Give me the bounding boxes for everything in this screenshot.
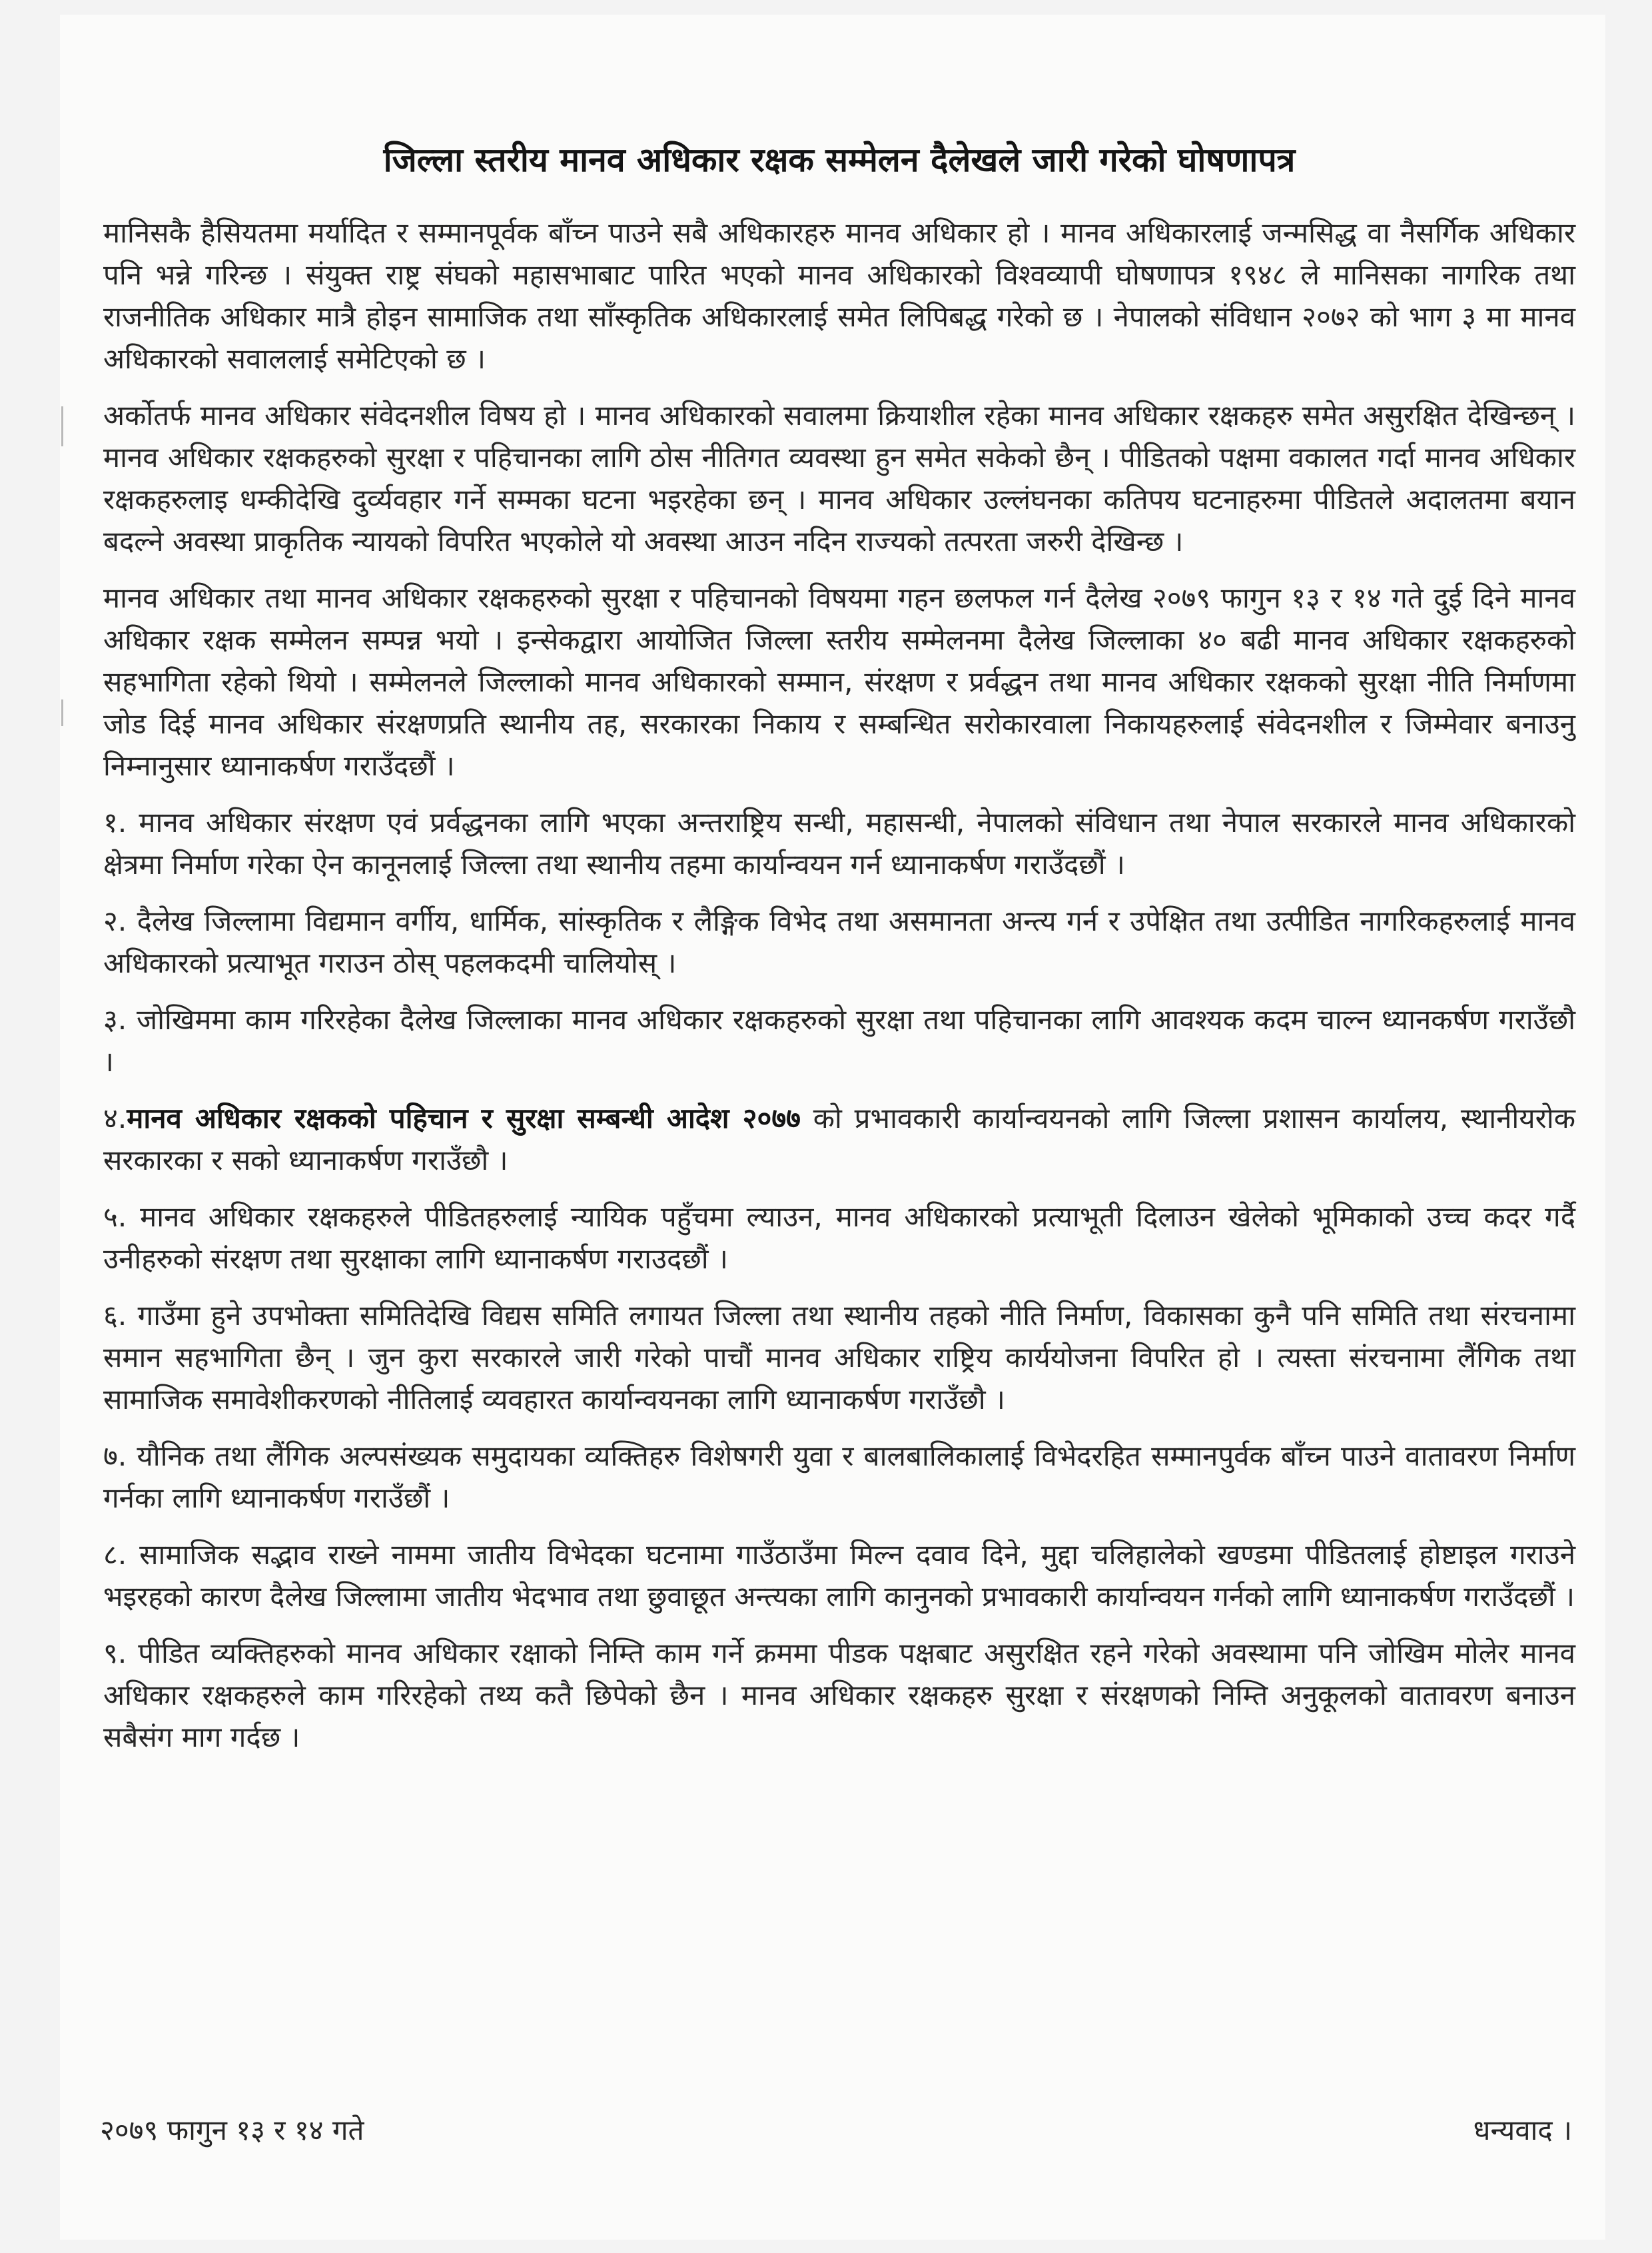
demand-item-2: २. दैलेख जिल्लामा विद्यमान वर्गीय, धार्मिक, सांस्कृतिक र लैङ्गिक विभेद तथा असमानता अन्त्य गर्न र उपेक्षित तथा उत्पीडित नागरिकहरुलाई मानव अधिकारको प्रत्याभूत गराउन ठोस् पहलकदमी चालियोस् । [103,905,1575,979]
demand-item-4-prefix: ४. [103,1102,127,1134]
demand-item-9: ९. पीडित व्यक्तिहरुको मानव अधिकार रक्षाको निम्ति काम गर्ने क्रममा पीडक पक्षबाट असुरक्षित रहने गरेको अवस्थामा पनि जोखिम मोलेर मानव अधिकार रक्षकहरुले काम गरिरहेको तथ्य कतै छिपेको छैन । मानव अधिकार रक्षकहरु सुरक्षा र संरक्षणको निम्ति अनुकूलको वातावरण बनाउन सबैसंग माग गर्दछ । [103,1637,1575,1753]
demand-item-8: ८. सामाजिक सद्भाव राख्ने नाममा जातीय विभेदका घटनामा गाउँठाउँमा मिल्न दवाव दिने, मुद्दा चलिहालेको खण्डमा पीडितलाई होष्टाइल गराउने भइरहको कारण दैलेख जिल्लामा जातीय भेदभाव तथा छुवाछूत अन्त्यका लागि कानुनको प्रभावकारी कार्यान्वयन गर्नको लागि ध्यानाकर्षण गराउँदछौं । [103,1538,1575,1613]
demand-item-1: १. मानव अधिकार संरक्षण एवं प्रर्वद्धनका लागि भएका अन्तराष्ट्रिय सन्धी, महासन्धी, नेपालको संविधान तथा नेपाल सरकारले मानव अधिकारको क्षेत्रमा निर्माण गरेका ऐन कानूनलाई जिल्ला तथा स्थानीय तहमा कार्यान्वयन गर्न ध्यानाकर्षण गराउँदछौं । [103,806,1575,881]
footer-date: २०७९ फागुन १३ र १४ गते [100,2114,364,2146]
paragraph-intro: मानिसकै हैसियतमा मर्यादित र सम्मानपूर्वक बाँच्न पाउने सबै अधिकारहरु मानव अधिकार हो । मानव अधिकारलाई जन्मसिद्ध वा नैसर्गिक अधिकार पनि भन्ने गरिन्छ । संयुक्त राष्ट्र संघको महासभाबाट पारित भएको मानव अधिकारको विश्वव्यापी घोषणापत्र १९४८ ले मानिसका नागरिक तथा राजनीतिक अधिकार मात्रै होइन सामाजिक तथा साँस्कृतिक अधिकारलाई समेत लिपिबद्ध गरेको छ । नेपालको संविधान २०७२ को भाग ३ मा मानव अधिकारको सवाललाई समेटिएको छ । [103,217,1575,375]
scan-margin-mark [61,406,63,446]
demand-item-4-order-title: मानव अधिकार रक्षकको पहिचान र सुरक्षा सम्बन्धी आदेश २०७७ [127,1102,801,1134]
scan-margin-mark [61,699,63,726]
demand-item-4 [103,1097,1575,1181]
footer-thanks: धन्यवाद । [1473,2114,1572,2146]
document-body [103,140,1575,1773]
demand-item-3: ३. जोखिममा काम गरिरहेका दैलेख जिल्लाका मानव अधिकार रक्षकहरुको सुरक्षा तथा पहिचानका लागि आवश्यक कदम चाल्न ध्यानकर्षण गराउँछौ । [103,1003,1575,1078]
demand-item-5: ५. मानव अधिकार रक्षकहरुले पीडितहरुलाई न्यायिक पहुँचमा ल्याउन, मानव अधिकारको प्रत्याभूती दिलाउन खेलेको भूमिकाको उच्च कदर गर्दै उनीहरुको संरक्षण तथा सुरक्षाका लागि ध्यानाकर्षण गराउदछौं । [103,1200,1575,1275]
demand-item-7: ७. यौनिक तथा लैंगिक अल्पसंख्यक समुदायका व्यक्तिहरु विशेषगरी युवा र बालबालिकालाई विभेदरहित सम्मानपुर्वक बाँच्न पाउने वातावरण निर्माण गर्नका लागि ध्यानाकर्षण गराउँछौं । [103,1440,1575,1514]
paragraph-conference: मानव अधिकार तथा मानव अधिकार रक्षकहरुको सुरक्षा र पहिचानको विषयमा गहन छलफल गर्न दैलेख २०७९ फागुन १३ र १४ गते दुई दिने मानव अधिकार रक्षक सम्मेलन सम्पन्न भयो । इन्सेकद्वारा आयोजित जिल्ला स्तरीय सम्मेलनमा दैलेख जिल्लाका ४० बढी मानव अधिकार रक्षकहरुको सहभागिता रहेको थियो । सम्मेलनले जिल्लाको मानव अधिकारको सम्मान, संरक्षण र प्रर्वद्धन तथा मानव अधिकार रक्षकको सुरक्षा नीति निर्माणमा जोड दिई मानव अधिकार संरक्षणप्रति स्थानीय तह, सरकारका निकाय र सम्बन्धित सरोकारवाला निकायहरुलाई संवेदनशील र जिम्मेवार बनाउनु निम्नानुसार ध्यानाकर्षण गराउँदछौं । [103,582,1575,782]
demand-item-4-text: को प्रभावकारी कार्यान्वयनको लागि जिल्ला प्रशासन कार्यालय, स्थानीयरोक सरकारका र सको ध्यानाकर्षण गराउँछौ । [103,1102,1575,1176]
demand-item-6: ६. गाउँमा हुने उपभोक्ता समितिदेखि विद्यस समिति लगायत जिल्ला तथा स्थानीय तहको नीति निर्माण, विकासका कुनै पनि समिति तथा संरचनामा समान सहभागिता छैन् । जुन कुरा सरकारले जारी गरेको पाचौं मानव अधिकार राष्ट्रिय कार्ययोजना विपरित हो । त्यस्ता संरचनामा लैंगिक तथा सामाजिक समावेशीकरणको नीतिलाई व्यवहारत कार्यान्वयनका लागि ध्यानाकर्षण गराउँछौ । [103,1299,1575,1416]
document-title: जिल्ला स्तरीय मानव अधिकार रक्षक सम्मेलन दैलेखले जारी गरेको घोषणापत्र [383,141,1296,179]
paragraph-context: अर्कोतर्फ मानव अधिकार संवेदनशील विषय हो । मानव अधिकारको सवालमा क्रियाशील रहेका मानव अधिकार रक्षकहरु समेत असुरक्षित देखिन्छन् । मानव अधिकार रक्षकहरुको सुरक्षा र पहिचानका लागि ठोस नीतिगत व्यवस्था हुन समेत सकेको छैन् । पीडितको पक्षमा वकालत गर्दा मानव अधिकार रक्षकहरुलाइ धम्कीदेखि दुर्व्यवहार गर्ने सम्मका घटना भइरहेका छन् । मानव अधिकार उल्लंघनका कतिपय घटनाहरुमा पीडितले अदालतमा बयान बदल्ने अवस्था प्राकृतिक न्यायको विपरित भएकोले यो अवस्था आउन नदिन राज्यको तत्परता जरुरी देखिन्छ । [103,399,1575,558]
